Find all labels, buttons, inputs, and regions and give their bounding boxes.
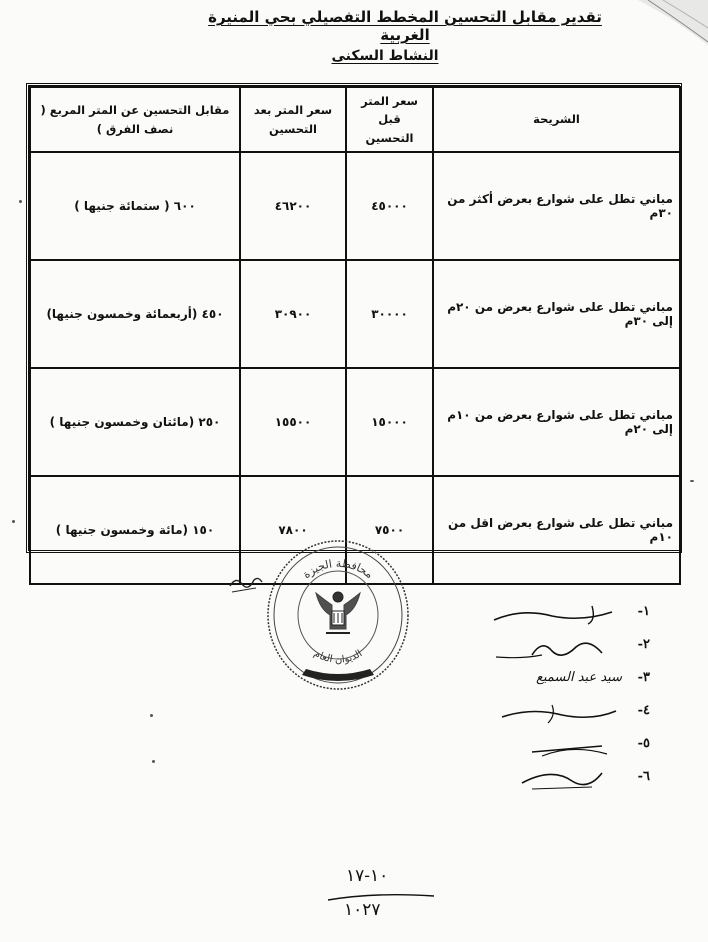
cell-price-after: ١٥٥٠٠	[240, 368, 346, 476]
document-subtitle: النشاط السكنى	[331, 48, 439, 64]
signature-name: سيد عبد السميع	[536, 670, 622, 685]
cell-price-before: ٤٥٠٠٠	[346, 152, 433, 260]
signature-stroke	[492, 602, 622, 628]
header-price-before: سعر المتر قبل التحسين	[346, 87, 433, 152]
cell-segment: مباني تطل على شوارع بعرض أكثر من ٣٠م	[433, 152, 680, 260]
signature-number: ٤-	[637, 703, 650, 718]
handwritten-number: ١٠٢٧	[344, 900, 381, 920]
table-header-row	[30, 87, 680, 152]
table-row	[30, 152, 680, 260]
signature-stroke	[492, 734, 622, 760]
cell-improvement: ٢٥٠ (مائتان وخمسون جنيها )	[30, 368, 240, 476]
signature-number: ٥-	[637, 736, 650, 751]
signature-row	[470, 699, 650, 732]
handwritten-date-note	[326, 862, 446, 932]
signature-row	[470, 633, 650, 666]
table-row	[30, 260, 680, 368]
header-price-after: سعر المتر بعد التحسين	[240, 87, 346, 152]
signature-row	[470, 600, 650, 633]
signature-stroke	[492, 635, 622, 661]
handwritten-mark	[226, 572, 266, 600]
scan-speck	[12, 520, 15, 523]
cell-price-before: ٣٠٠٠٠	[346, 260, 433, 368]
cell-price-after: ٤٦٢٠٠	[240, 152, 346, 260]
header-improvement: مقابل التحسين عن المتر المربع ( نصف الفرق )	[30, 87, 240, 152]
cell-segment: مباني تطل على شوارع بعرض من ١٠م إلى ٢٠م	[433, 368, 680, 476]
signature-row	[470, 666, 650, 699]
cell-price-before: ٧٥٠٠	[346, 476, 433, 584]
document-title: تقدير مقابل التحسين المخطط التفصيلي بحي المنيرة الغربية	[208, 8, 602, 44]
scan-speck	[19, 200, 22, 203]
scan-speck	[150, 714, 153, 717]
handwritten-date: ١٠-١٧	[346, 866, 389, 886]
cell-segment: مباني تطل على شوارع بعرض اقل من ١٠م	[433, 476, 680, 584]
scan-speck	[152, 760, 155, 763]
signature-row	[470, 732, 650, 765]
signature-number: ٢-	[637, 637, 650, 652]
cell-improvement: ٤٥٠ (أربعمائة وخمسون جنيها)	[30, 260, 240, 368]
cell-price-after: ٧٨٠٠	[240, 476, 346, 584]
cell-segment: مباني تطل على شوارع بعرض من ٢٠م إلى ٣٠م	[433, 260, 680, 368]
header-segment: الشريحة	[433, 87, 680, 152]
signature-stroke	[492, 701, 622, 727]
svg-text:محافظة الجيزة: محافظة الجيزة	[300, 556, 376, 582]
scan-speck	[690, 480, 694, 482]
signature-row	[470, 765, 650, 798]
signature-number: ٦-	[637, 769, 650, 784]
scan-artifact	[628, 0, 708, 60]
signature-number: ١-	[637, 604, 650, 619]
improvement-table	[26, 83, 682, 553]
signature-number: ٣-	[637, 670, 650, 685]
handwritten-divider	[326, 892, 436, 902]
svg-text:الديوان العام: الديوان العام	[311, 648, 365, 666]
table-row	[30, 368, 680, 476]
signature-stroke	[492, 767, 622, 793]
cell-improvement: ٦٠٠ ( ستمائة جنيها )	[30, 152, 240, 260]
official-seal	[262, 537, 412, 699]
cell-price-after: ٣٠٩٠٠	[240, 260, 346, 368]
cell-improvement: ١٥٠ (مائة وخمسون جنيها )	[30, 476, 240, 584]
cell-price-before: ١٥٠٠٠	[346, 368, 433, 476]
signature-list	[470, 600, 650, 800]
